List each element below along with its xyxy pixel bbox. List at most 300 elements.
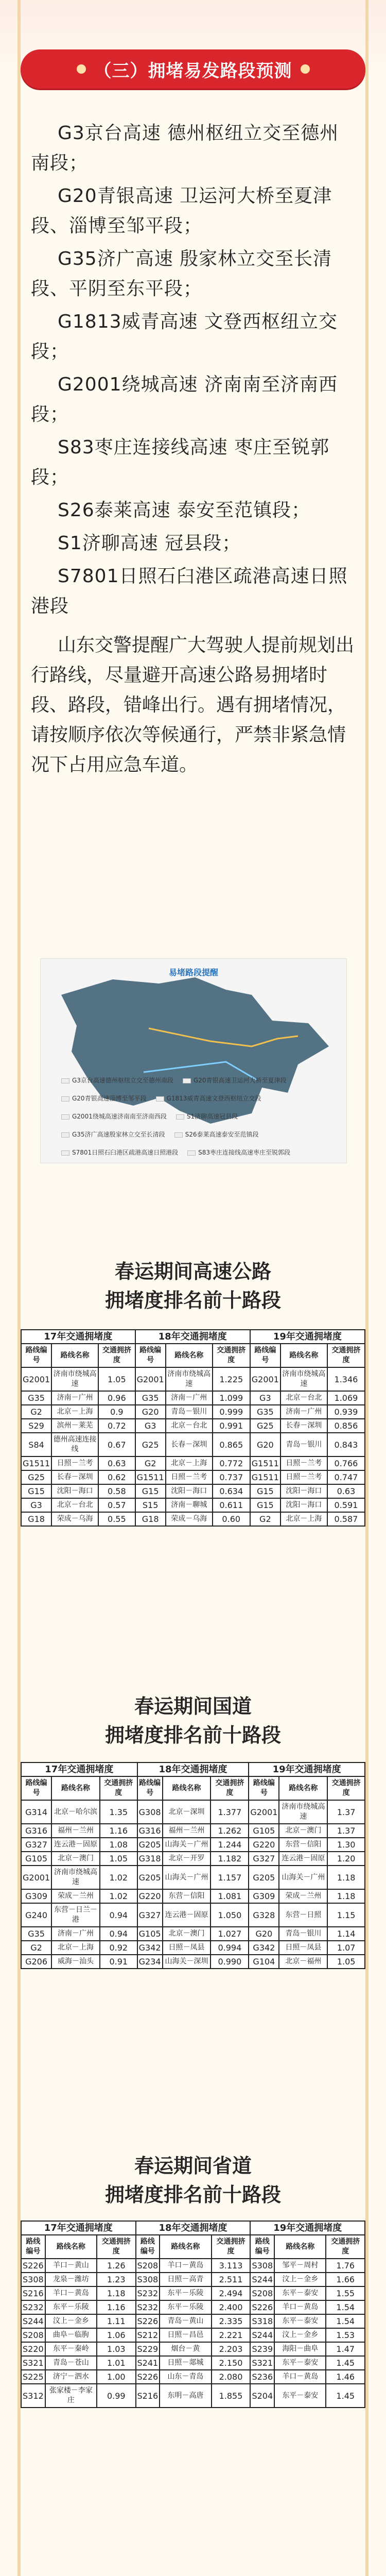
table-cell: S84 [21,1433,51,1456]
table-cell: S226 [250,2300,274,2314]
table-cell: 0.634 [213,1484,250,1498]
table-cell: 1.18 [327,1866,365,1889]
table-cell: 海阳－曲阜 [274,2342,326,2356]
map-label: G2001绕城高速济南南至济南西段 [61,1112,167,1121]
table-cell: 1.346 [327,1367,365,1391]
table-row [21,1927,365,1941]
table-cell: 青岛－银川 [166,1405,213,1419]
table-cell: 1.16 [100,1824,137,1838]
table-cell: S15 [135,1498,166,1512]
table-cell: 0.747 [327,1470,365,1484]
map-label: S26泰莱高速泰安至范镇段 [174,1130,259,1139]
table-cell: 北京－台北 [166,1419,213,1433]
table-cell: G309 [21,1889,51,1903]
table-header: 19年交通拥堵度 [250,2221,365,2235]
table-cell: G2001 [249,1800,279,1824]
table-cell: 1.855 [212,2384,251,2408]
table-cell: 青岛－银川 [279,1927,327,1941]
map-label: G20青银高速卫运河大桥至夏津段 [183,1076,287,1084]
table-cell: G314 [21,1800,51,1824]
section-header [21,49,365,89]
table-cell: 1.182 [210,1852,249,1866]
table-cell: 福州－兰州 [51,1824,100,1838]
table-cell: 羊口－黄岛 [274,2370,326,2384]
table-row [21,2328,365,2342]
table-row [21,1456,365,1470]
table-cell: 0.591 [327,1498,365,1512]
road-line: S26泰莱高速 泰安至范镇段； [58,500,311,521]
table-cell: G18 [135,1512,166,1526]
table-cell: 1.081 [210,1889,249,1903]
table-cell: 龙泉－潍坊 [45,2273,97,2286]
table-cell: S232 [136,2300,160,2314]
driver-notice: 山东交警提醒广大驾驶人提前规划出行路线，尽量避开高速公路易拥堵时段、路段，错峰出行。遇有拥堵情况，请按顺序依次等候通行，严禁非紧急情况下占用应急车道。 [31,635,355,775]
table-cell: 1.53 [326,2328,365,2342]
table-cell: S236 [250,2370,274,2384]
table-cell: 东营－日照 [279,1903,327,1927]
table-cell: 北京－开罗 [163,1852,211,1866]
table-cell: S312 [21,2384,45,2408]
table-cell: 0.766 [327,1456,365,1470]
table-cell: S226 [136,2314,160,2328]
table-cell: 荣成－乌海 [51,1512,98,1526]
table-cell: 0.60 [213,1512,250,1526]
table-subheader: 交通拥挤度 [100,1776,137,1800]
table-cell: 青岛－黄山 [160,2314,211,2328]
table-cell: 汶上－金乡 [274,2328,326,2342]
table-cell: S232 [21,2300,45,2314]
table-subheader: 路线编号 [250,1344,280,1367]
table-cell: 东营－信阳 [279,1838,327,1852]
table-subheader: 路线编号 [21,2235,45,2259]
table-cell: 北京－上海 [51,1405,98,1419]
table-cell: G309 [249,1889,279,1903]
table-row [21,1498,365,1512]
road-line: G1813威青高速 文登西枢纽立交段； [31,311,338,362]
table-cell: 东营－日兰－港 [51,1903,100,1927]
table-cell: 3.113 [212,2259,251,2273]
table-cell: 1.02 [100,1866,137,1889]
table-row [21,1470,365,1484]
table-cell: 青岛－苍山 [45,2356,97,2370]
table-cell: 邹平－周村 [274,2259,326,2273]
table-cell: S318 [250,2314,274,2328]
table-cell: S29 [21,1419,51,1433]
table-subheader: 交通拥挤度 [213,1344,250,1367]
table-cell: G342 [137,1941,163,1955]
map-label: S7801日照石臼港区疏港高速日照港段 [61,1148,178,1157]
table-subheader: 路线名称 [45,2235,97,2259]
table-cell: 0.91 [100,1955,137,1969]
table-cell: 羊口－黄岛 [45,2286,97,2300]
table-cell: 0.72 [98,1419,135,1433]
table-cell: 0.611 [213,1498,250,1512]
provincial-road-table [21,2221,365,2408]
table-cell: 济南－聊城 [166,1498,213,1512]
section-title-line: 春运期间高速公路 [114,1260,271,1283]
table-body [21,1367,365,1526]
table-cell: 北京－哈尔滨 [51,1800,100,1824]
table-cell: 1.262 [210,1824,249,1838]
table-subheader: 路线编号 [21,1344,51,1367]
table-subheader: 路线编号 [136,2235,160,2259]
table-cell: 2.494 [212,2286,251,2300]
road-line: G2001绕城高速 济南南至济南西段； [31,374,338,425]
table-cell: G2001 [250,1367,280,1391]
table-cell: 山东－青岛 [160,2370,211,2384]
table-cell: 北京－台北 [280,1391,327,1405]
table-cell: G240 [21,1903,51,1927]
provincial-road-section-title [36,2151,350,2209]
table-row [21,1419,365,1433]
table-cell: 日照－郯城 [160,2356,211,2370]
table-subheader: 路线名称 [51,1776,100,1800]
table-cell: G25 [21,1470,51,1484]
table-cell: G25 [135,1433,166,1456]
table-subheader: 路线名称 [279,1776,327,1800]
table-cell: G2 [250,1512,280,1526]
table-cell: 羊口－黄岛 [160,2259,211,2273]
road-line: S83枣庄连接线高速 枣庄至锐郭段； [31,437,330,488]
table-row [21,1800,365,1824]
table-cell: 1.069 [327,1391,365,1405]
table-cell: 沈阳－海口 [280,1484,327,1498]
dot-icon [77,64,86,74]
table-cell: 济南－广州 [280,1405,327,1419]
table-cell: 1.16 [97,2300,135,2314]
table-header: 17年交通拥堵度 [21,1330,135,1344]
table-subheader: 路线名称 [280,1344,327,1367]
table-cell: 沈阳－海口 [166,1484,213,1498]
table-cell: 福州－兰州 [163,1824,211,1838]
table-cell: G1511 [135,1470,166,1484]
table-cell: 1.15 [327,1903,365,1927]
table-cell: 0.991 [213,1419,250,1433]
table-cell: G104 [249,1955,279,1969]
section-title-line: 拥堵度排名前十路段 [104,2183,281,2206]
table-cell: G35 [250,1405,280,1419]
table-cell: 东营－信阳 [163,1889,211,1903]
table-cell: 1.45 [326,2356,365,2370]
table-row [21,1512,365,1526]
table-cell: 1.07 [327,1941,365,1955]
table-cell: 1.37 [327,1824,365,1838]
table-row [21,2300,365,2314]
table-cell: 济宁－泗水 [45,2370,97,2384]
table-cell: G15 [21,1484,51,1498]
table-cell: 1.02 [100,1889,137,1903]
section-title-line: 春运期间国道 [134,1695,252,1718]
table-row [21,1824,365,1838]
table-cell: G2 [21,1405,51,1419]
table-cell: 北京－上海 [51,1941,100,1955]
table-row [21,2384,365,2408]
table-cell: 山海关－广州 [279,1866,327,1889]
table-cell: 济南市绕城高速 [280,1367,327,1391]
section-title-line: 拥堵度排名前十路段 [104,1724,281,1747]
table-cell: G2 [21,1941,51,1955]
table-cell: 东平－乐陵 [160,2286,211,2300]
table-cell: G1511 [250,1470,280,1484]
table-cell: 1.08 [100,1838,137,1852]
table-cell: 长春－深圳 [280,1419,327,1433]
table-cell: 2.080 [212,2370,251,2384]
map-label: G3京台高速德州枢纽立交至德州南段 [61,1076,173,1084]
table-cell: 北京－澳门 [163,1927,211,1941]
table-cell: 曲阜－临朐 [45,2328,97,2342]
table-cell: 1.76 [326,2259,365,2273]
table-cell: G327 [249,1852,279,1866]
table-cell: 荣成－乌海 [166,1512,213,1526]
table-cell: 2.150 [212,2356,251,2370]
table-cell: 北京－上海 [280,1512,327,1526]
table-cell: 北京－深圳 [163,1800,211,1824]
table-row [21,1367,365,1391]
table-cell: 0.63 [98,1456,135,1470]
table-cell: S208 [136,2259,160,2273]
table-subheader: 路线编号 [135,1344,166,1367]
table-cell: G3 [250,1391,280,1405]
table-cell: 东平－泰安 [274,2314,326,2328]
table-cell: G205 [137,1866,163,1889]
table-cell: 日照－兰考 [280,1470,327,1484]
table-subheader: 路线编号 [137,1776,163,1800]
table-cell: 荣成－兰州 [51,1889,100,1903]
national-road-table [21,1762,365,1969]
table-cell: S232 [136,2286,160,2300]
table-cell: 张家楼－李家庄 [45,2384,97,2408]
table-cell: 1.23 [97,2273,135,2286]
table-cell: S321 [250,2356,274,2370]
table-cell: 1.37 [327,1800,365,1824]
table-cell: 1.47 [326,2342,365,2356]
table-cell: 威海－汕头 [51,1955,100,1969]
table-cell: G316 [137,1824,163,1838]
table-cell: G220 [249,1838,279,1852]
table-cell: 汶上－金乡 [274,2273,326,2286]
table-subheader: 路线编号 [249,1776,279,1800]
table-cell: 1.027 [210,1927,249,1941]
table-cell: G3 [135,1419,166,1433]
table-row [21,1405,365,1419]
table-cell: S321 [21,2356,45,2370]
table-cell: S244 [250,2328,274,2342]
table-cell: G2001 [21,1866,51,1889]
table-cell: 济南市绕城高速 [279,1800,327,1824]
table-cell: 济南－广州 [51,1391,98,1405]
table-cell: S212 [136,2328,160,2342]
table-cell: 沈阳－海口 [51,1484,98,1498]
table-cell: 1.26 [97,2259,135,2273]
table-subheader: 路线名称 [163,1776,211,1800]
table-cell: G327 [137,1903,163,1927]
table-row [21,1838,365,1852]
table-cell: 连云港－固原 [163,1903,211,1927]
map-label: S1济聊高速冠县段 [176,1112,238,1121]
table-cell: 羊口－黄山 [45,2259,97,2273]
table-header: 18年交通拥堵度 [135,1330,250,1344]
table-subheader: 路线名称 [51,1344,98,1367]
table-cell: 0.58 [98,1484,135,1498]
table-subheader: 交通拥挤度 [327,1344,365,1367]
table-cell: 青岛－银川 [280,1433,327,1456]
table-cell: 0.99 [97,2384,135,2408]
table-cell: 1.14 [327,1927,365,1941]
table-cell: G2001 [21,1367,51,1391]
table-cell: 滨州－莱芜 [51,1419,98,1433]
table-cell: G308 [137,1800,163,1824]
table-cell: 1.18 [97,2286,135,2300]
left-border-line [17,0,21,2576]
road-line: G20青银高速 卫运河大桥至夏津段、淄博至邹平段； [31,185,332,236]
table-cell: 0.62 [98,1470,135,1484]
section-title: （三）拥堵易发路段预测 [94,60,292,81]
table-cell: 2.400 [212,2300,251,2314]
table-row [21,2370,365,2384]
table-cell: G15 [250,1498,280,1512]
table-cell: 0.94 [100,1903,137,1927]
table-cell: 北京－澳门 [51,1852,100,1866]
map-title: 易堵路段提醒 [168,968,218,977]
table-row [21,2342,365,2356]
table-cell: S244 [250,2273,274,2286]
road-map [40,958,347,1163]
table-cell: 1.01 [97,2356,135,2370]
table-subheader: 路线名称 [274,2235,326,2259]
dot-icon [301,64,310,74]
table-cell: G206 [21,1955,51,1969]
road-list [31,118,355,799]
section-title-line: 拥堵度排名前十路段 [104,1289,281,1312]
table-cell: S208 [21,2328,45,2342]
table-subheader: 交通拥挤度 [210,1776,249,1800]
table-cell: 东平－秦岭 [45,2342,97,2356]
table-row [21,2314,365,2328]
table-cell: 1.05 [98,1367,135,1391]
table-cell: S244 [21,2314,45,2328]
table-cell: 沈阳－海口 [280,1498,327,1512]
section-title-line: 春运期间省道 [134,2155,252,2177]
map-label: G20青银高速淄博至邹平段 [61,1094,147,1103]
table-cell: 北京－澳门 [279,1824,327,1838]
table-cell: S204 [250,2384,274,2408]
table-cell: 日照－兰考 [166,1470,213,1484]
table-cell: 0.843 [327,1433,365,1456]
table-cell: 济南市绕城高速 [51,1367,98,1391]
table-cell: 1.06 [97,2328,135,2342]
map-label: G1813威青高速文登西枢纽立交段 [156,1094,261,1103]
table-row [21,1955,365,1969]
road-line: G3京台高速 德州枢纽立交至德州南段； [31,123,339,174]
table-cell: G205 [137,1838,163,1852]
table-cell: S220 [21,2342,45,2356]
table-subheader: 交通拥挤度 [326,2235,365,2259]
table-cell: 日照－昌邑 [160,2328,211,2342]
table-cell: 0.994 [210,1941,249,1955]
table-cell: 1.11 [97,2314,135,2328]
table-cell: G3 [21,1498,51,1512]
table-cell: 连云港－固原 [279,1852,327,1866]
table-subheader: 交通拥挤度 [98,1344,135,1367]
right-border-line [365,0,369,2576]
table-cell: 1.35 [100,1800,137,1824]
table-header: 18年交通拥堵度 [136,2221,251,2235]
table-subheader: 交通拥挤度 [97,2235,135,2259]
table-cell: 0.9 [98,1405,135,1419]
table-cell: 济南－广州 [51,1927,100,1941]
table-cell: 0.990 [210,1955,249,1969]
table-cell: 1.05 [327,1955,365,1969]
table-cell: 荣成－兰州 [279,1889,327,1903]
table-cell: 东平－乐陵 [160,2300,211,2314]
table-cell: 北京－福州 [279,1955,327,1969]
table-row [21,1941,365,1955]
table-cell: G327 [21,1838,51,1852]
table-cell: 1.099 [213,1391,250,1405]
table-cell: 北京－上海 [166,1456,213,1470]
table-cell: 0.92 [100,1941,137,1955]
table-cell: S229 [136,2342,160,2356]
table-row [21,1889,365,1903]
table-cell: S239 [250,2342,274,2356]
table-row [21,1852,365,1866]
table-cell: 1.377 [210,1800,249,1824]
table-row [21,2273,365,2286]
table-cell: 0.63 [327,1484,365,1498]
table-cell: 汶上－金乡 [45,2314,97,2328]
map-label: G35济广高速殷家林立交至长清段 [61,1130,165,1139]
table-body [21,1800,365,1969]
highway-section-title [36,1257,350,1315]
table-cell: 烟台－黄 [160,2342,211,2356]
table-cell: 山海关－广州 [163,1838,211,1852]
table-row [21,1866,365,1889]
table-cell: S226 [136,2370,160,2384]
table-cell: 东平－泰安 [274,2356,326,2370]
table-cell: G20 [250,1433,280,1456]
table-subheader: 路线编号 [21,1776,51,1800]
table-cell: 2.203 [212,2342,251,2356]
table-cell: 连云港－固原 [51,1838,100,1852]
table-cell: S225 [21,2370,45,2384]
table-cell: S216 [21,2286,45,2300]
road-line: S1济聊高速 冠县段； [58,533,241,554]
table-cell: 日照－兰考 [51,1456,98,1470]
table-cell: 0.96 [98,1391,135,1405]
table-cell: G1511 [21,1456,51,1470]
table-cell: 0.57 [98,1498,135,1512]
table-cell: 长春－深圳 [166,1433,213,1456]
road-line: S7801日照石臼港区疏港高速日照港段 [31,566,348,617]
table-cell: G328 [249,1903,279,1927]
table-cell: 0.772 [213,1456,250,1470]
table-cell: G234 [137,1955,163,1969]
table-cell: G15 [250,1484,280,1498]
table-cell: 2.335 [212,2314,251,2328]
table-cell: G15 [135,1484,166,1498]
table-cell: 2.511 [212,2273,251,2286]
table-cell: S308 [136,2273,160,2286]
table-cell: 日照－兰考 [280,1456,327,1470]
table-cell: 1.20 [327,1852,365,1866]
table-cell: 1.157 [210,1866,249,1889]
table-cell: G25 [250,1419,280,1433]
table-cell: 0.55 [98,1512,135,1526]
table-cell: 1.244 [210,1838,249,1852]
table-cell: G35 [21,1927,51,1941]
table-row [21,1433,365,1456]
table-row [21,2259,365,2273]
